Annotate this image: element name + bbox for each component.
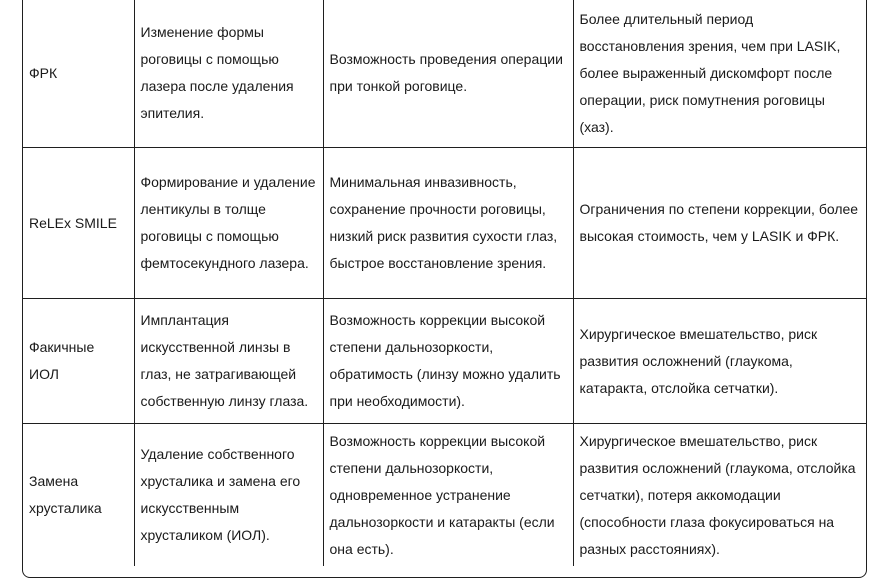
description-cell: Формирование и удаление лентикулы в толще роговицы с помощью фемтосекундного лазера.: [134, 148, 323, 299]
disadvantages-cell: Хирургическое вмешательство, риск развития осложнений (глаукома, отслойка сетчатки), потеря аккомодации (способности глаза фокусироваться на разных расстояниях).: [579, 432, 856, 557]
description-cell: Удаление собственного хрусталика и замена его искусственным хрусталиком (ИОЛ).: [134, 424, 323, 567]
method-cell: Факичные ИОЛ: [23, 299, 134, 424]
comparison-table: [23, 0, 866, 566]
table-row-lens-replacement: [23, 424, 866, 567]
method-cell: ФРК: [23, 0, 134, 148]
disadvantages-cell: Ограничения по степени коррекции, более высокая стоимость, чем у LASIK и ФРК.: [573, 148, 866, 299]
advantages-cell: Возможность коррекции высокой степени дальнозоркости, одновременное устранение дальнозоркости и катаракты (если она есть).: [323, 424, 573, 567]
advantages-cell: Минимальная инвазивность, сохранение прочности роговицы, низкий риск развития сухости глаз, быстрое восстановление зрения.: [323, 148, 573, 299]
table-row-frk: [23, 0, 866, 148]
method-cell: Замена хрусталика: [23, 424, 134, 567]
description-cell: Имплантация искусственной линзы в глаз, не затрагивающей собственную линзу глаза.: [134, 299, 323, 424]
disadvantages-cell: Более длительный период восстановления зрения, чем при LASIK, более выраженный дискомфорт после операции, риск помутнения роговицы (хаз).: [573, 0, 866, 148]
advantages-cell: Возможность проведения операции при тонкой роговице.: [323, 0, 573, 148]
table-row-phakic-iol: [23, 299, 866, 424]
description-cell: Изменение формы роговицы с помощью лазера после удаления эпителия.: [134, 0, 323, 148]
table-row-relex-smile: [23, 148, 866, 299]
comparison-table-frame: [22, 0, 867, 578]
disadvantages-cell: Хирургическое вмешательство, риск развития осложнений (глаукома, катаракта, отслойка сетчатки).: [573, 299, 866, 424]
advantages-cell: Возможность коррекции высокой степени дальнозоркости, обратимость (линзу можно удалить при необходимости).: [323, 299, 573, 424]
method-cell: ReLEx SMILE: [23, 148, 134, 299]
